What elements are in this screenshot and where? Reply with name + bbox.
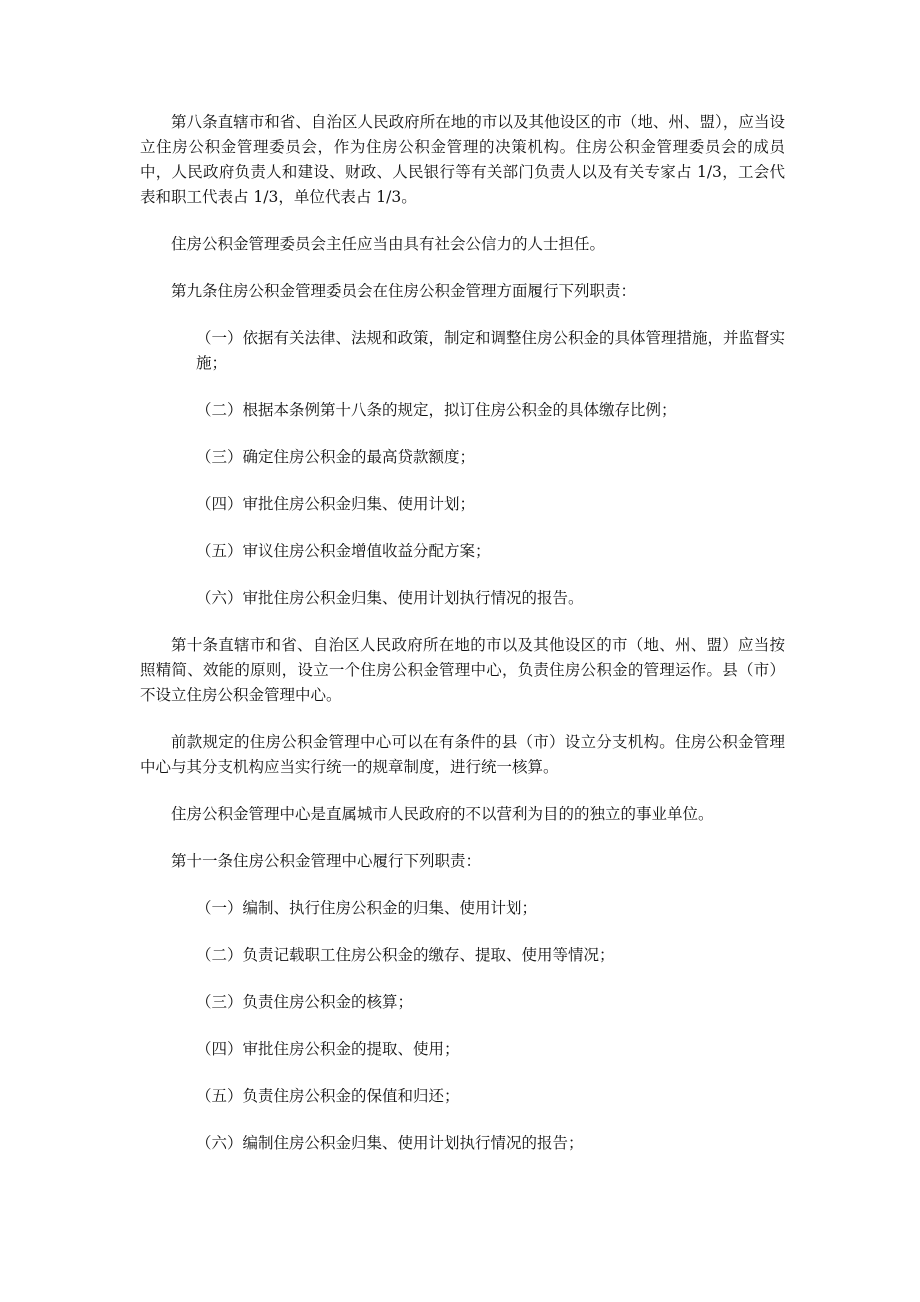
paragraph-center-status: 住房公积金管理中心是直属城市人民政府的不以营利为目的的独立的事业单位。 [171, 805, 714, 823]
paragraph-branch-offices: 前款规定的住房公积金管理中心可以在有条件的县（市）设立分支机构。住房公积金管理中心与其分支机构应当实行统一的规章制度，进行统一核算。 [140, 733, 785, 776]
list-item-center-duty-5: （五）负责住房公积金的保值和归还； [196, 1087, 460, 1105]
list-item-center-duty-6: （六）编制住房公积金归集、使用计划执行情况的报告； [196, 1134, 584, 1152]
list-item-center-duty-4: （四）审批住房公积金的提取、使用； [196, 1040, 460, 1058]
paragraph-article-11: 第十一条住房公积金管理中心履行下列职责： [171, 852, 482, 870]
list-item-duty-3: （三）确定住房公积金的最高贷款额度； [196, 448, 476, 466]
list-item-duty-5: （五）审议住房公积金增值收益分配方案； [196, 542, 491, 560]
paragraph-article-10: 第十条直辖市和省、自治区人民政府所在地的市以及其他设区的市（地、州、盟）应当按照精简、效能的原则，设立一个住房公积金管理中心，负责住房公积金的管理运作。县（市）不设立住房公积金管理中心。 [140, 636, 785, 704]
list-item-center-duty-1: （一）编制、执行住房公积金的归集、使用计划； [196, 899, 538, 917]
list-item-center-duty-2: （二）负责记载职工住房公积金的缴存、提取、使用等情况； [196, 946, 615, 964]
paragraph-article-9: 第九条住房公积金管理委员会在住房公积金管理方面履行下列职责： [171, 282, 637, 300]
list-item-duty-6: （六）审批住房公积金归集、使用计划执行情况的报告。 [196, 589, 584, 607]
paragraph-article-8: 第八条直辖市和省、自治区人民政府所在地的市以及其他设区的市（地、州、盟），应当设立住房公积金管理委员会，作为住房公积金管理的决策机构。住房公积金管理委员会的成员中，人民政府负责人和建设、财政、人民银行等有关部门负责人以及有关专家占 1/3，工会代表和职工代表占 1/3，单位代表占 1/3。 [140, 113, 785, 206]
list-item-duty-2: （二）根据本条例第十八条的规定，拟订住房公积金的具体缴存比例； [196, 401, 677, 419]
document-page [140, 110, 785, 1178]
list-item-duty-4: （四）审批住房公积金归集、使用计划； [196, 495, 476, 513]
list-item-center-duty-3: （三）负责住房公积金的核算； [196, 993, 414, 1011]
paragraph-committee-chair: 住房公积金管理委员会主任应当由具有社会公信力的人士担任。 [171, 235, 606, 253]
list-item-duty-1: （一）依据有关法律、法规和政策，制定和调整住房公积金的具体管理措施，并监督实施； [196, 329, 786, 372]
